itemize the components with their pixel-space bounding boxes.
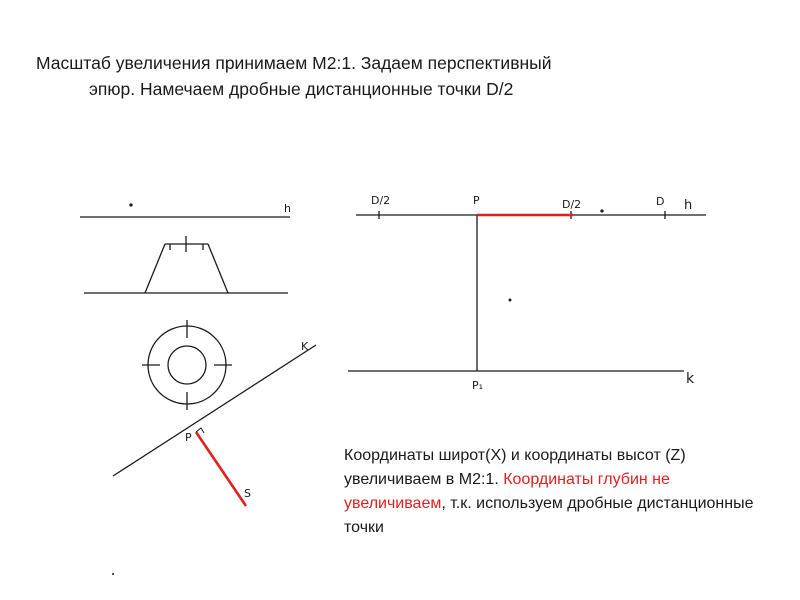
right-label-P1: P₁ [472, 379, 484, 392]
right-label-h: h [684, 198, 693, 213]
left-label-K: K [301, 340, 309, 353]
frustum-front-view [145, 236, 228, 293]
note-text-1: Координаты широт(X) и координаты высот (Z) увеличиваем в М2:1. [344, 447, 686, 488]
note-text-red: Координаты глубин не увеличиваем [344, 471, 670, 512]
left-label-P: P [185, 431, 192, 444]
right-label-D2-right: D/2 [562, 198, 582, 211]
explanation-note [344, 444, 764, 540]
right-label-D2-left: D/2 [371, 194, 391, 207]
note-text-3: , т.к. используем дробные дистанционные точки [344, 495, 754, 536]
right-label-D: D [656, 195, 665, 208]
left-horizon-dot [130, 204, 132, 206]
left-label-S: S [244, 487, 251, 500]
left-label-h: h [284, 202, 291, 215]
frustum-top-view [142, 320, 232, 410]
right-drawing [348, 210, 706, 371]
right-label-k: k [686, 371, 695, 387]
left-drawing [80, 204, 316, 506]
title-line-2: эпюр. Намечаем дробные дистанционные точки D/2 [89, 79, 514, 99]
title-line-1: Масштаб увеличения принимаем М2:1. Задаем перспективный [36, 53, 552, 73]
view-ray-P-S [196, 432, 246, 506]
right-label-P: P [473, 194, 480, 207]
